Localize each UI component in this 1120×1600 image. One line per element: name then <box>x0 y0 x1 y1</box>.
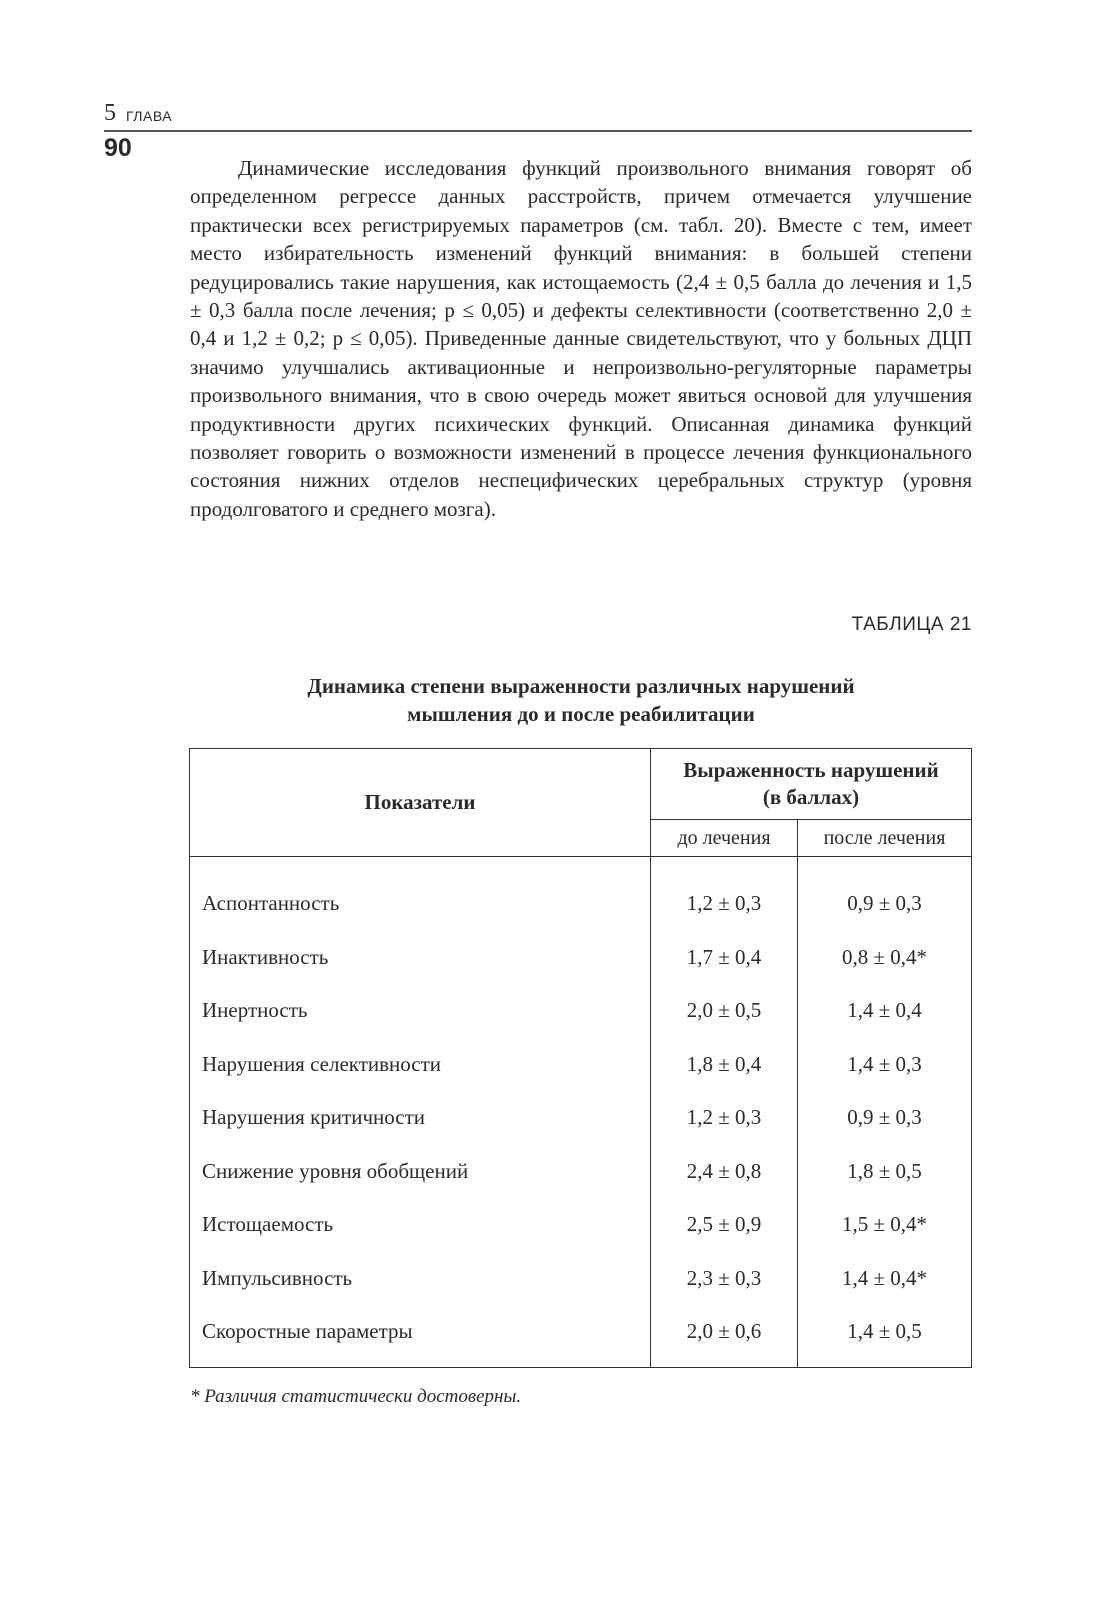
row-before: 1,2 ± 0,3 <box>651 1091 798 1145</box>
chapter-label: ГЛАВА <box>126 108 173 124</box>
header-rule <box>104 130 972 132</box>
header-severity-line-1: Выраженность нарушений <box>683 758 939 782</box>
row-after: 0,9 ± 0,3 <box>798 857 972 931</box>
header-before: до лечения <box>651 820 798 857</box>
row-after: 1,4 ± 0,5 <box>798 1305 972 1367</box>
row-before: 1,8 ± 0,4 <box>651 1038 798 1092</box>
row-indicator: Нарушения селективности <box>190 1038 651 1092</box>
row-after: 0,8 ± 0,4* <box>798 931 972 985</box>
row-indicator: Инактивность <box>190 931 651 985</box>
table-row <box>190 1091 972 1145</box>
data-table <box>189 748 972 1368</box>
row-indicator: Импульсивность <box>190 1252 651 1306</box>
header-severity-line-2: (в баллах) <box>762 785 860 809</box>
table-title <box>190 672 972 728</box>
table-row <box>190 1305 972 1367</box>
table-row <box>190 1145 972 1199</box>
page-number: 90 <box>104 134 132 162</box>
header-indicator: Показатели <box>190 749 651 857</box>
row-after: 1,8 ± 0,5 <box>798 1145 972 1199</box>
row-after: 1,5 ± 0,4* <box>798 1198 972 1252</box>
row-before: 2,5 ± 0,9 <box>651 1198 798 1252</box>
row-after: 0,9 ± 0,3 <box>798 1091 972 1145</box>
table-row <box>190 1198 972 1252</box>
row-indicator: Скоростные параметры <box>190 1305 651 1367</box>
table-row <box>190 931 972 985</box>
row-before: 2,4 ± 0,8 <box>651 1145 798 1199</box>
table-row <box>190 857 972 931</box>
table-row <box>190 1252 972 1306</box>
row-indicator: Истощаемость <box>190 1198 651 1252</box>
table-row <box>190 1038 972 1092</box>
row-after: 1,4 ± 0,3 <box>798 1038 972 1092</box>
footnote: * Различия статистически достоверны. <box>190 1386 522 1407</box>
row-after: 1,4 ± 0,4 <box>798 984 972 1038</box>
row-before: 2,0 ± 0,6 <box>651 1305 798 1367</box>
row-after: 1,4 ± 0,4* <box>798 1252 972 1306</box>
chapter-number: 5 <box>104 100 116 126</box>
header-severity <box>651 749 972 820</box>
row-indicator: Инертность <box>190 984 651 1038</box>
row-before: 1,2 ± 0,3 <box>651 857 798 931</box>
row-before: 2,0 ± 0,5 <box>651 984 798 1038</box>
table-title-line-1: Динамика степени выраженности различных нарушений <box>307 674 855 698</box>
header-after: после лечения <box>798 820 972 857</box>
row-before: 2,3 ± 0,3 <box>651 1252 798 1306</box>
table-row <box>190 984 972 1038</box>
row-indicator: Нарушения критичности <box>190 1091 651 1145</box>
table-title-line-2: мышления до и после реабилитации <box>407 702 755 726</box>
row-indicator: Аспонтанность <box>190 857 651 931</box>
row-indicator: Снижение уровня обобщений <box>190 1145 651 1199</box>
table-label: ТАБЛИЦА 21 <box>851 614 972 635</box>
running-header <box>104 100 972 132</box>
body-paragraph: Динамические исследования функций произвольного внимания говорят об определенном регрессе данных расстройств, причем отмечается улучшение практически всех регистрируемых параметров (см. табл. 20). Вместе с тем, имеет место избирательность изменений функций внимания: в большей степени редуцировались такие нарушения, как истощаемость (2,4 ± 0,5 балла до лечения и 1,5 ± 0,3 балла после лечения; p ≤ 0,05) и дефекты селективности (соответственно 2,0 ± 0,4 и 1,2 ± 0,2; p ≤ 0,05). Приведенные данные свидетельствуют, что у больных ДЦП значимо улучшались активационные и непроизвольно-регуляторные параметры произвольного внимания, что в свою очередь может явиться основой для улучшения продуктивности других психических функций. Описанная динамика функций позволяет говорить о возможности изменений в процессе лечения функционального состояния нижних отделов неспецифических церебральных структур (уровня продолговатого и среднего мозга). <box>190 156 972 521</box>
row-before: 1,7 ± 0,4 <box>651 931 798 985</box>
